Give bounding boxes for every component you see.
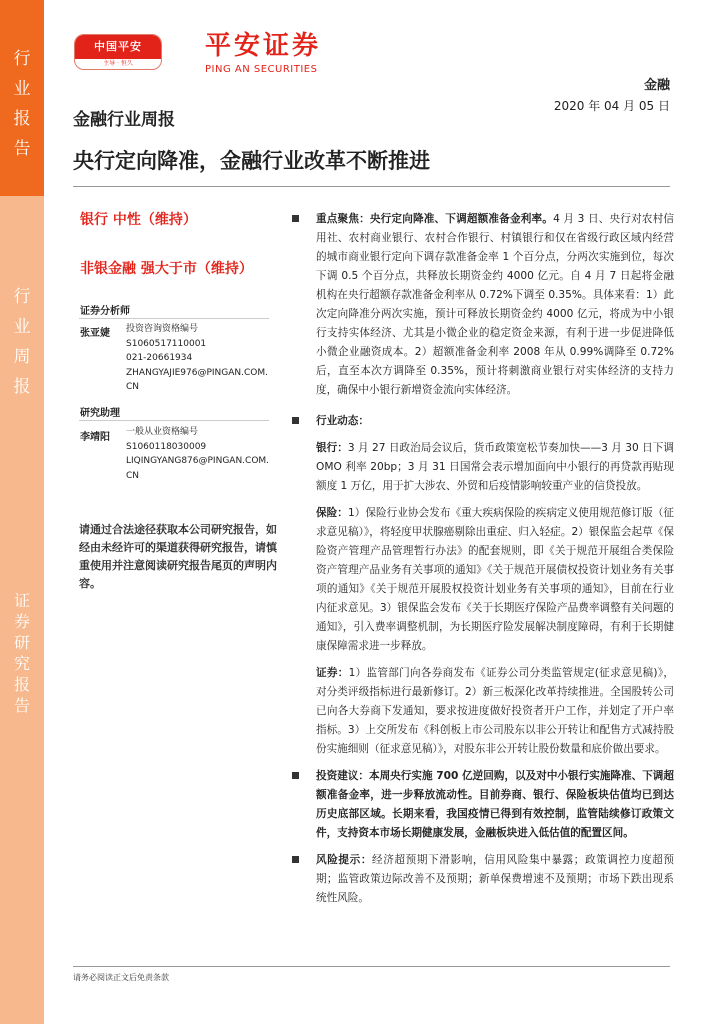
analyst-label: 证券分析师 bbox=[80, 306, 130, 317]
bullet-square-icon bbox=[292, 417, 299, 424]
risk-heading: 风险提示： bbox=[316, 854, 373, 866]
sidebar-char: 报 bbox=[13, 109, 31, 129]
assistant-cert-label: 一般从业资格编号 bbox=[126, 427, 199, 437]
sidebar-char: 研 bbox=[13, 633, 30, 652]
risk-text: 经济超预期下滑影响，信用风险集中暴露；政策调控力度超预期；监管政策边际改善不及预期；新单保费增速不及预期；市场下跌出现系统性风险。 bbox=[316, 854, 675, 904]
analyst-phone: 021-20661934 bbox=[126, 353, 193, 363]
advice-heading: 投资建议： bbox=[316, 770, 369, 782]
logo-group-slogan: 主导 · 恒久 bbox=[103, 60, 133, 67]
doc-type: 金融行业周报 bbox=[73, 110, 175, 130]
bank-heading: 银行： bbox=[316, 442, 348, 454]
sidebar-char: 告 bbox=[13, 139, 31, 159]
report-body bbox=[316, 210, 674, 908]
sidebar-section-research bbox=[0, 590, 44, 716]
rating-bank: 银行 中性（维持） bbox=[80, 212, 197, 228]
bullet-square-icon bbox=[292, 215, 299, 222]
report-date: 2020 年 04 月 05 日 bbox=[553, 99, 670, 113]
sidebar-char: 业 bbox=[13, 317, 31, 337]
ping-an-group-logo bbox=[74, 34, 162, 70]
assistant-label: 研究助理 bbox=[80, 408, 120, 419]
analyst-cert-no: S1060517110001 bbox=[126, 338, 207, 349]
sidebar-char: 行 bbox=[13, 49, 31, 69]
dynamics-heading: 行业动态： bbox=[316, 415, 369, 427]
sidebar-char: 证 bbox=[13, 591, 30, 610]
sidebar-char: 告 bbox=[13, 696, 30, 715]
header-divider bbox=[73, 186, 670, 187]
sector-label: 金融 bbox=[643, 78, 670, 93]
analyst-divider bbox=[79, 318, 269, 319]
footer-divider bbox=[73, 966, 670, 967]
sidebar-char: 行 bbox=[13, 287, 31, 307]
bullet-square-icon bbox=[292, 856, 299, 863]
focus-section bbox=[316, 210, 674, 400]
sidebar-section-weekly bbox=[0, 282, 44, 402]
analyst-email[interactable]: ZHANGYAJIE976@PINGAN.COM.CN bbox=[126, 367, 269, 392]
sidebar-char: 业 bbox=[13, 79, 31, 99]
ping-an-securities-logo bbox=[205, 31, 321, 77]
risk-section bbox=[316, 851, 674, 908]
focus-heading: 重点聚焦：央行定向降准、下调超额准备金利率。 bbox=[316, 213, 554, 225]
securities-paragraph bbox=[316, 664, 674, 759]
sidebar bbox=[0, 0, 44, 1024]
sidebar-char: 究 bbox=[13, 654, 30, 673]
page-title: 央行定向降准，金融行业改革不断推进 bbox=[73, 149, 430, 173]
assistant-divider bbox=[79, 420, 269, 421]
bullet-square-icon bbox=[292, 772, 299, 779]
sidebar-char: 报 bbox=[13, 377, 31, 397]
sidebar-char: 周 bbox=[13, 347, 31, 367]
dynamics-section bbox=[316, 412, 674, 431]
advice-text: 本周央行实施 700 亿逆回购，以及对中小银行实施降准、下调超额准备金率，进一步释放流动性。目前券商、银行、保险板块估值均已到达历史底部区域。长期来看，我国疫情已得到有效控制，监管陆续修订政策文件，支持资本市场长期健康发展，金融板块进入低估值的配置区间。 bbox=[316, 770, 674, 839]
sidebar-char: 报 bbox=[13, 675, 30, 694]
insurance-paragraph bbox=[316, 504, 674, 656]
logo-group-name: 中国平安 bbox=[75, 35, 161, 59]
assistant-info bbox=[126, 425, 271, 483]
advice-section bbox=[316, 767, 674, 843]
insurance-heading: 保险： bbox=[316, 507, 348, 519]
insurance-text: 1）保险行业协会发布《重大疾病保险的疾病定义使用规范修订版（征求意见稿）》，将轻度甲状腺癌剔除出重症、归入轻症。2）银保监会起草《保险资产管理产品管理暂行办法》的配套规则，即《关于规范开展组合类保险资产管理产品业务有关事项的通知》《关于规范开展债权投资计划业务有关事项的通知》《关于规范开展股权投资计划业务有关事项的通知》，目前在行业内征求意见。3）银保监会发布《关于长期医疗保险产品费率调整有关问题的通知》，引入费率调整机制，为长期医疗险发展解决制度障碍，有利于长期健康保障需求进一步释放。 bbox=[316, 507, 674, 652]
securities-text: 1）监管部门向各券商发布《证券公司分类监管规定(征求意见稿)》，对分类评级指标进行最新修订。2）新三板深化改革持续推进。全国股转公司已向各大券商下发通知，要求按进度做好投资者开户工作，并划定了开户率指标。3）上交所发布《科创板上市公司股东以非公开转让和配售方式减持股份实施细则（征求意见稿）》，对股东非公开转让股份数量和底价做出要求。 bbox=[316, 667, 674, 755]
assistant-name: 李靖阳 bbox=[80, 432, 110, 443]
assistant-email[interactable]: LIQINGYANG876@PINGAN.COM.CN bbox=[126, 456, 270, 481]
analyst-name: 张亚婕 bbox=[80, 328, 110, 339]
securities-heading: 证券： bbox=[316, 667, 349, 679]
sidebar-section-report bbox=[0, 0, 44, 196]
footer-disclaimer: 请务必阅读正文后免责条款 bbox=[73, 973, 169, 982]
rating-nonbank: 非银金融 强大于市（维持） bbox=[80, 261, 253, 277]
legal-notice: 请通过合法途径获取本公司研究报告，如经由未经许可的渠道获得研究报告，请慎重使用并注意阅读研究报告尾页的声明内容。 bbox=[79, 523, 277, 590]
logo-cn-name: 平安证券 bbox=[205, 31, 322, 61]
sidebar-char: 券 bbox=[13, 612, 30, 631]
focus-text: 4 月 3 日、央行对农村信用社、农村商业银行、农村合作银行、村镇银行和仅在省级行政区域内经营的城市商业银行定向下调存款准备金率 1 个百分点，分两次实施到位，每次下调 0.5 个百分点，共释放长期资金约 4000 亿元。自 4 月 7 日起将金融机构在央行超额存款准备金利率从 0.72%下调至 0.35%。具体来看：1）此次定向降准分两次实施，预计可释放长期资金约 4000 亿元，将成为中小银行支持实体经济、尤其是小微企业的稳定资金来源，有利于进一步促进降低小微企业融资成本。2）超额准备金利率 2008 年从 0.99%调降至 0.72%后，直至本次方调降至 0.35%，预计将刺激商业银行对实体经济的支持力度，确保中小银行新增资金流向实体经济。 bbox=[316, 213, 674, 396]
bank-text: 3 月 27 日政治局会议后，货币政策宽松节奏加快——3 月 30 日下调 OMO 利率 20bp；3 月 31 日国常会表示增加面向中小银行的再贷款再贴现额度 1 万亿，用于扩大涉农、外贸和后疫情影响较重产业的信贷投放。 bbox=[316, 442, 674, 492]
bank-paragraph bbox=[316, 439, 674, 496]
analyst-info bbox=[126, 322, 271, 395]
logo-en-name: PING AN SECURITIES bbox=[205, 64, 318, 75]
analyst-cert-label: 投资咨询资格编号 bbox=[126, 324, 199, 334]
assistant-cert-no: S1060118030009 bbox=[126, 441, 207, 452]
